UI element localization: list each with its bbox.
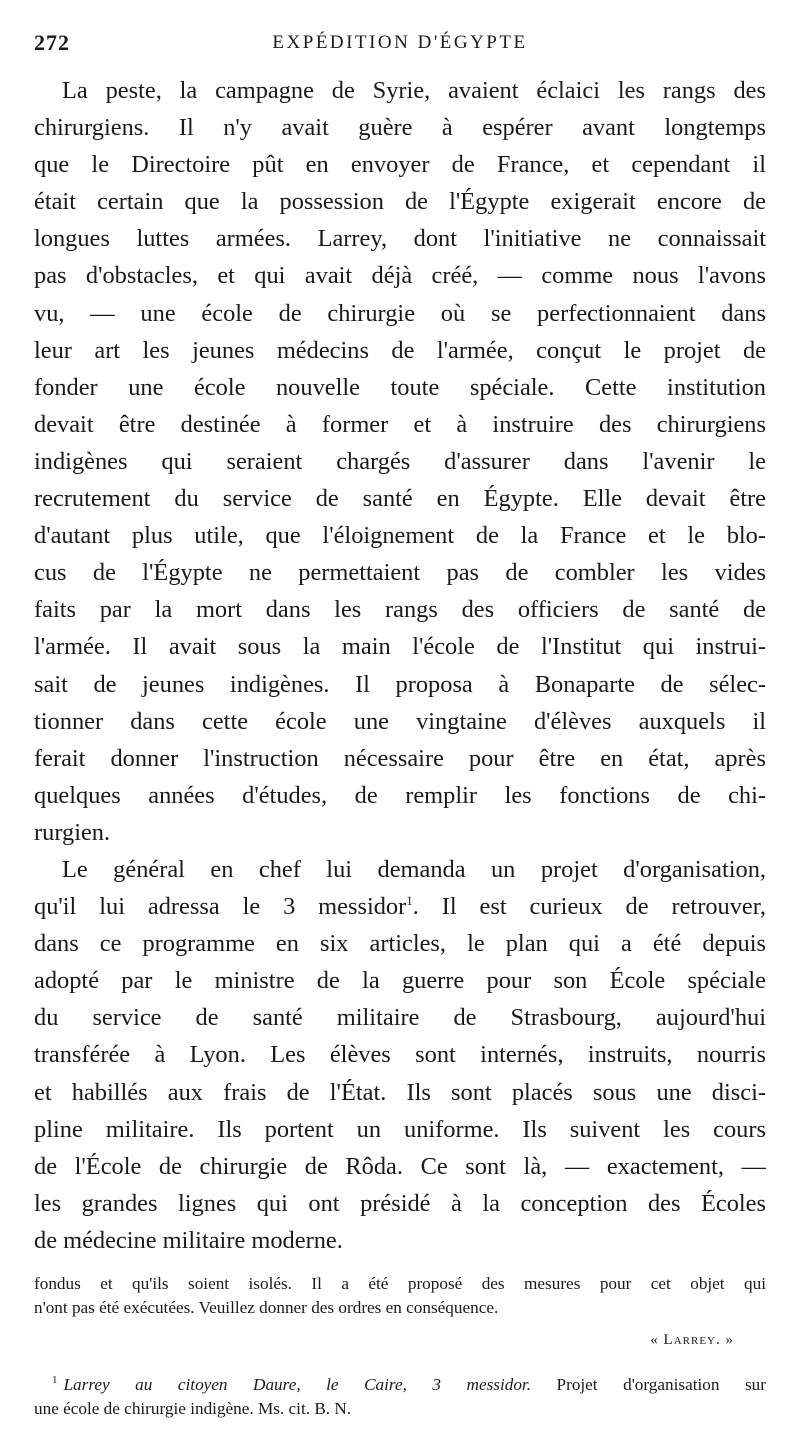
text-line: du service de santé militaire de Strasbourg, aujourd'hui — [34, 1004, 766, 1032]
text-line: chirurgiens. Il n'y avait guère à espérer avant longtemps — [34, 114, 766, 142]
page-number: 272 — [34, 30, 70, 55]
footnote-line: une école de chirurgie indigène. Ms. cit. B. N. — [34, 1399, 352, 1418]
text-line-with-footnote-ref — [34, 888, 766, 925]
quoted-letter-continuation — [34, 1272, 766, 1352]
text-line: devait être destinée à former et à instruire des chirurgiens — [34, 410, 766, 438]
text-line: recrutement du service de santé en Égypte. Elle devait être — [34, 485, 766, 513]
text-line: de l'École de chirurgie de Rôda. Ce sont là, — exactement, — — [34, 1152, 766, 1180]
text-line: les grandes lignes qui ont présidé à la conception des Écoles — [34, 1189, 766, 1217]
text-line: longues luttes armées. Larrey, dont l'initiative ne connaissait — [34, 225, 766, 253]
text-line: et habillés aux frais de l'État. Ils sont placés sous une disci- — [34, 1078, 766, 1106]
text-line: de médecine militaire moderne. — [34, 1226, 343, 1254]
footnote-citation: Larrey au citoyen Daure, le Caire, 3 messidor. — [63, 1375, 531, 1394]
text-line: ferait donner l'instruction nécessaire pour être en état, après — [34, 744, 766, 772]
letter-signature: « Larrey. » — [650, 1332, 734, 1348]
text-line: faits par la mort dans les rangs des officiers de santé de — [34, 596, 766, 624]
footnote-marker: 1 — [52, 1374, 58, 1387]
text-segment: qu'il lui adressa le 3 messidor — [34, 893, 407, 921]
text-line: La peste, la campagne de Syrie, avaient éclaici les rangs des — [62, 77, 766, 104]
text-line: pline militaire. Ils portent un uniforme. Ils suivent les cours — [34, 1115, 766, 1143]
text-line: fonder une école nouvelle toute spéciale. Cette institution — [34, 373, 766, 401]
text-line: adopté par le ministre de la guerre pour son École spéciale — [34, 967, 766, 995]
text-line: vu, — une école de chirurgie où se perfectionnaient dans — [34, 299, 766, 327]
text-line: cus de l'Égypte ne permettaient pas de combler les vides — [34, 559, 766, 587]
footnote-text: Projet d'organisation sur — [556, 1375, 766, 1394]
text-line: indigènes qui seraient chargés d'assurer dans l'avenir le — [34, 447, 766, 475]
running-title: EXPÉDITION D'ÉGYPTE — [272, 32, 528, 53]
text-line: l'armée. Il avait sous la main l'école de l'Institut qui instrui- — [34, 633, 766, 661]
note-line: n'ont pas été exécutées. Veuillez donner des ordres en conséquence. — [34, 1298, 499, 1317]
text-line: tionner dans cette école une vingtaine d'élèves auxquels il — [34, 707, 766, 735]
footnote-line — [34, 1373, 766, 1397]
text-line: Le général en chef lui demanda un projet d'organisation, — [62, 855, 766, 883]
text-line: était certain que la possession de l'Égypte exigerait encore de — [34, 188, 766, 216]
text-line: sait de jeunes indigènes. Il proposa à Bonaparte de sélec- — [34, 670, 766, 698]
text-line: pas d'obstacles, et qui avait déjà créé, — comme nous l'avons — [34, 262, 766, 290]
text-line: transférée à Lyon. Les élèves sont internés, instruits, nourris — [34, 1041, 766, 1069]
text-line: que le Directoire pût en envoyer de France, et cependant il — [34, 151, 766, 179]
text-line: d'autant plus utile, que l'éloignement de la France et le blo- — [34, 522, 766, 550]
text-line: quelques années d'études, de remplir les fonctions de chi- — [34, 781, 766, 809]
text-line: rurgien. — [34, 818, 111, 846]
text-segment: . Il est curieux de retrouver, — [412, 893, 766, 921]
text-line: dans ce programme en six articles, le plan qui a été depuis — [34, 930, 766, 958]
footnote-reference[interactable]: 1 — [406, 892, 413, 908]
main-text — [34, 72, 766, 1259]
footnote — [34, 1373, 766, 1421]
page-header — [34, 30, 766, 58]
text-line: leur art les jeunes médecins de l'armée, conçut le projet de — [34, 336, 766, 364]
note-line: fondus et qu'ils soient isolés. Il a été proposé des mesures pour cet objet qui — [34, 1274, 766, 1293]
